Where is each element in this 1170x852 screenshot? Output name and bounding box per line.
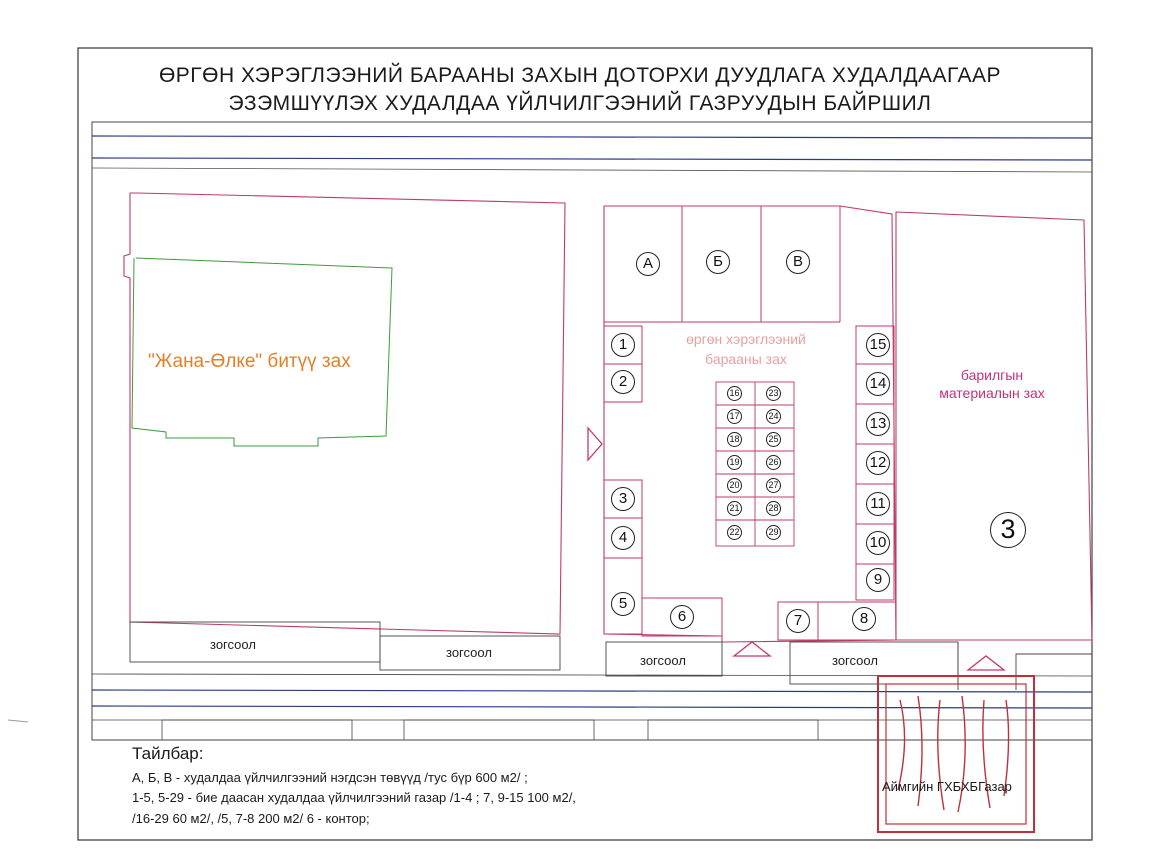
legend-line-1: А, Б, В - худалдаа үйлчилгээний нэгдсэн төвүүд /тус бүр 600 м2/ ;	[132, 770, 528, 785]
stamp-image	[878, 676, 1034, 832]
stall-marker: 23	[766, 386, 781, 401]
legend-line-3: /16-29 60 м2/, /5, 7-8 200 м2/ 6 - контор;	[132, 811, 370, 826]
shop-marker: 11	[866, 492, 890, 516]
stall-marker: 28	[766, 501, 781, 516]
parking-label: зогсоол	[210, 637, 256, 652]
stall-marker: 27	[766, 478, 781, 493]
map-title-line-2: ЭЗЭМШҮҮЛЭХ ХУДАЛДАА ҮЙЛЧИЛГЭЭНИЙ ГАЗРУУДЫН БАЙРШИЛ	[228, 92, 932, 115]
shop-marker: 8	[852, 607, 876, 631]
shop-marker: 3	[611, 487, 635, 511]
legend-line-2: 1-5, 5-29 - бие даасан худалдаа үйлчилгээний газар /1-4 ; 7, 9-15 100 м2/,	[132, 790, 576, 805]
stamp-label: Аймгийн ГХБХБГазар	[882, 779, 1012, 794]
stall-marker: 25	[766, 432, 781, 447]
building-market-label-line-2: материалын зах	[939, 385, 1045, 401]
shop-marker: 4	[611, 526, 635, 550]
block-a-marker: А	[636, 252, 660, 276]
shop-marker: 2	[611, 370, 635, 394]
parking-label: зогсоол	[446, 645, 492, 660]
stall-marker: 26	[766, 455, 781, 470]
stall-marker: 21	[727, 501, 742, 516]
legend-heading: Тайлбар:	[132, 744, 204, 763]
block-b-marker: Б	[706, 250, 730, 274]
stall-marker: 22	[727, 525, 742, 540]
office-marker: 6	[670, 605, 694, 629]
stall-marker: 16	[727, 386, 742, 401]
consumer-market-label-line-2: барааны зах	[705, 351, 787, 367]
shop-marker: 14	[866, 372, 890, 396]
stall-marker: 18	[727, 432, 742, 447]
stall-marker: 20	[727, 478, 742, 493]
parking-label: зогсоол	[640, 653, 686, 668]
parking-label: зогсоол	[832, 653, 878, 668]
shop-marker: 1	[611, 333, 635, 357]
shop-marker: 13	[866, 412, 890, 436]
shop-marker: 5	[611, 592, 635, 616]
shop-marker: 12	[866, 451, 890, 475]
consumer-market-label-line-1: өргөн хэрэглээний	[686, 331, 806, 347]
stall-marker: 17	[727, 409, 742, 424]
block-v-marker: В	[786, 250, 810, 274]
building-market-label-line-1: барилгын	[960, 367, 1024, 383]
stall-marker: 19	[727, 455, 742, 470]
shop-marker: 7	[786, 609, 810, 633]
stall-marker: 29	[766, 525, 781, 540]
zhana-olke-market-label: "Жана-Өлке" битүү зах	[148, 351, 351, 372]
shop-marker: 9	[866, 568, 890, 592]
building-market-number: 3	[990, 512, 1026, 548]
shop-marker: 15	[866, 333, 890, 357]
stall-marker: 24	[766, 409, 781, 424]
shop-marker: 10	[866, 531, 890, 555]
map-title-line-1: ӨРГӨН ХЭРЭГЛЭЭНИЙ БАРААНЫ ЗАХЫН ДОТОРХИ ДУУДЛАГА ХУДАЛДААГААР	[158, 64, 1002, 87]
